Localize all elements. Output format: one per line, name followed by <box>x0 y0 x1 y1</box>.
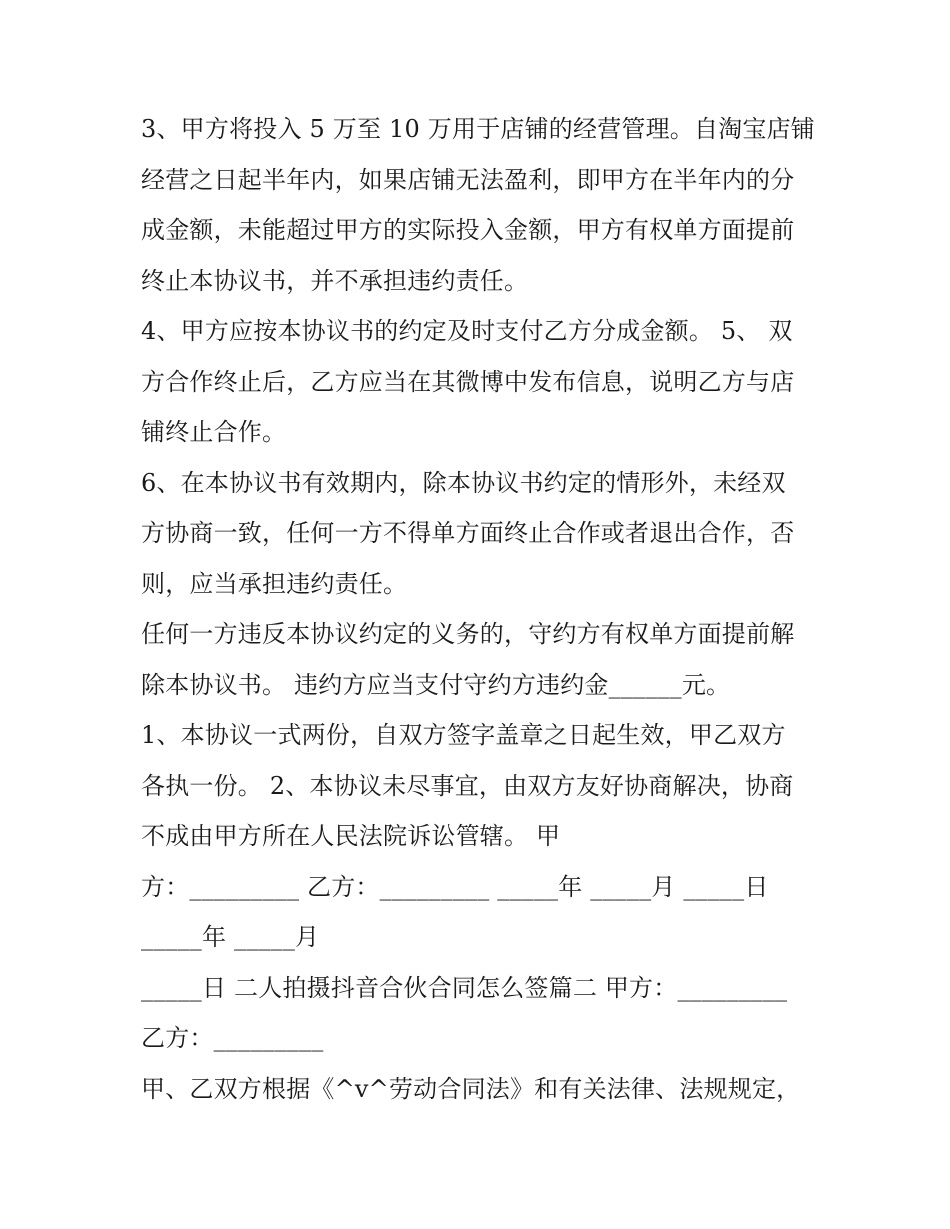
paragraph-line-10: 则，应当承担违约责任。 <box>141 569 408 598</box>
paragraph-line-1: 3、甲方将投入 5 万至 10 万用于店铺的经营管理。自淘宝店铺 <box>141 115 815 143</box>
signature-line-2: _____年 _____月 <box>141 923 320 951</box>
paragraph-line-20: 甲、乙双方根据《^v^劳动合同法》和有关法律、法规规定， <box>141 1074 801 1103</box>
paragraph-line-9: 方协商一致，任何一方不得单方面终止合作或者退出合作，否 <box>141 519 795 547</box>
paragraph-line-5: 4、甲方应按本协议书的约定及时支付乙方分成金额。 5、 双 <box>141 317 793 345</box>
paragraph-line-3: 成金额，未能超过甲方的实际投入金额，甲方有权单方面提前 <box>141 216 795 244</box>
paragraph-line-14: 各执一份。 2、本协议未尽事宜，由双方友好协商解决，协商 <box>141 771 794 800</box>
paragraph-line-15: 不成由甲方所在人民法院诉讼管辖。 甲 <box>141 822 561 850</box>
paragraph-line-11: 任何一方违反本协议约定的义务的，守约方有权单方面提前解 <box>141 620 795 648</box>
paragraph-line-8: 6、在本协议书有效期内，除本协议书约定的情形外，未经双 <box>141 468 786 497</box>
signature-line-1: 方：_________ 乙方：_________ _____年 _____月 _____日 <box>141 872 769 901</box>
paragraph-line-4: 终止本协议书，并不承担违约责任。 <box>141 266 529 295</box>
paragraph-line-6: 方合作终止后，乙方应当在其微博中发布信息，说明乙方与店 <box>141 367 795 396</box>
document-body <box>141 104 821 1114</box>
section-heading-line: _____日 二人拍摄抖音合伙合同怎么签篇二 甲方：_________ <box>141 973 788 1002</box>
paragraph-line-13: 1、本协议一式两份，自双方签字盖章之日起生效，甲乙双方 <box>141 721 786 749</box>
party-b-line: 乙方：_________ <box>141 1024 324 1052</box>
paragraph-line-7: 铺终止合作。 <box>141 418 287 446</box>
paragraph-line-2: 经营之日起半年内，如果店铺无法盈利，即甲方在半年内的分 <box>141 165 795 194</box>
paragraph-line-12: 除本协议书。 违约方应当支付守约方违约金______元。 <box>141 670 731 699</box>
